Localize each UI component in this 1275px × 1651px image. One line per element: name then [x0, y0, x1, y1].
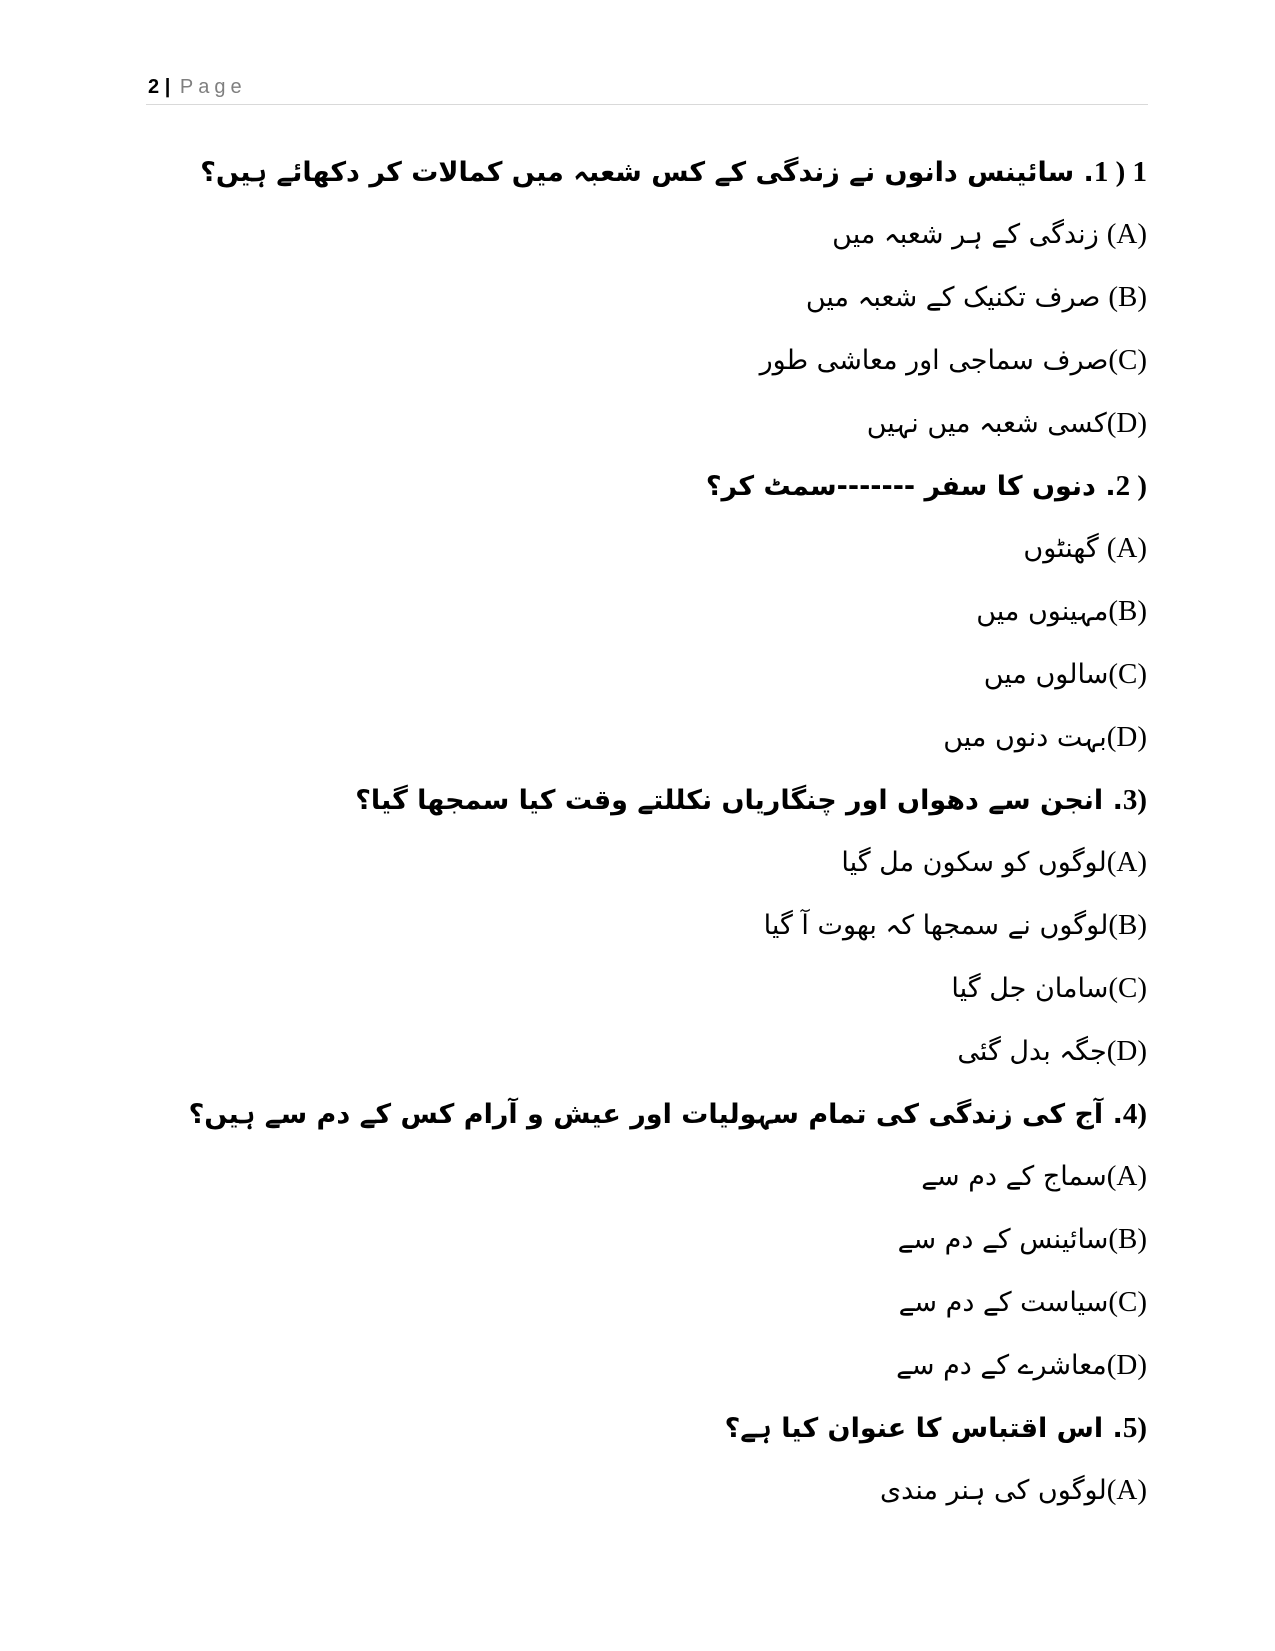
question-1-option-b: [147, 269, 1147, 332]
option-label: (D): [1106, 721, 1147, 753]
question-text: . اس اقتباس کا عنوان کیا ہے؟: [724, 1413, 1123, 1444]
question-number: 3): [1122, 784, 1147, 816]
question-text: . دنوں کا سفر -------سمٹ کر؟: [705, 471, 1116, 502]
option-text: لوگوں کو سکون مل گیا: [841, 847, 1107, 878]
question-4-option-b: [147, 1211, 1147, 1274]
question-2-option-c: [147, 646, 1147, 709]
option-text: صرف تکنیک کے شعبہ میں: [805, 282, 1101, 313]
question-number: 1 ) 1: [1093, 156, 1147, 188]
option-label: (C): [1108, 344, 1147, 376]
option-label: (B): [1108, 281, 1147, 313]
header-rule: [146, 104, 1148, 105]
option-text: سالوں میں: [983, 659, 1109, 690]
option-text: مہینوں میں: [976, 596, 1109, 627]
option-label: (C): [1108, 658, 1147, 690]
question-5: [147, 1400, 1147, 1462]
page-number: 2: [148, 76, 160, 98]
page-word: Page: [179, 76, 247, 98]
page-header: [148, 76, 1146, 99]
question-4: [147, 1086, 1147, 1148]
question-text: . آج کی زندگی کی تمام سہولیات اور عیش و آرام کس کے دم سے ہیں؟: [188, 1099, 1123, 1130]
option-label: (D): [1106, 407, 1147, 439]
option-label: (C): [1108, 1286, 1147, 1318]
option-label: (A): [1106, 532, 1147, 564]
option-text: سائینس کے دم سے: [897, 1224, 1109, 1255]
option-text: کسی شعبہ میں نہیں: [866, 408, 1107, 439]
question-4-option-c: [147, 1274, 1147, 1337]
question-2-option-a: [147, 520, 1147, 583]
option-label: (A): [1106, 218, 1147, 250]
option-text: سماج کے دم سے: [921, 1161, 1107, 1192]
question-1: [147, 144, 1147, 206]
question-text: . انجن سے دھواں اور چنگاریاں نکللتے وقت کیا سمجھا گیا؟: [355, 785, 1123, 816]
question-2-option-d: [147, 709, 1147, 772]
question-4-option-a: [147, 1148, 1147, 1211]
option-text: لوگوں کی ہنر مندی: [880, 1475, 1107, 1506]
question-3-option-c: [147, 960, 1147, 1023]
header-separator: |: [164, 76, 171, 98]
option-text: صرف سماجی اور معاشی طور: [759, 345, 1109, 376]
question-text: . سائینس دانوں نے زندگی کے کس شعبہ میں کمالات کر دکھائے ہیں؟: [200, 157, 1094, 188]
question-2-option-b: [147, 583, 1147, 646]
option-label: (C): [1108, 972, 1147, 1004]
option-label: (B): [1108, 1223, 1147, 1255]
option-label: (B): [1108, 909, 1147, 941]
option-text: لوگوں نے سمجھا کہ بھوت آ گیا: [763, 910, 1109, 941]
option-label: (B): [1108, 595, 1147, 627]
option-label: (A): [1106, 1160, 1147, 1192]
option-label: (D): [1106, 1035, 1147, 1067]
question-number: 5): [1122, 1412, 1147, 1444]
question-5-option-a: [147, 1462, 1147, 1525]
question-4-option-d: [147, 1337, 1147, 1400]
question-3-option-b: [147, 897, 1147, 960]
question-3-option-d: [147, 1023, 1147, 1086]
question-number: 4): [1122, 1098, 1147, 1130]
question-number: 2 ): [1115, 470, 1147, 502]
option-label: (A): [1106, 846, 1147, 878]
option-text: جگہ بدل گئی: [957, 1036, 1107, 1067]
option-label: (D): [1106, 1349, 1147, 1381]
option-text: معاشرے کے دم سے: [896, 1350, 1107, 1381]
option-text: بہت دنوں میں: [943, 722, 1107, 753]
question-3-option-a: [147, 834, 1147, 897]
question-3: [147, 772, 1147, 834]
option-text: سیاست کے دم سے: [898, 1287, 1109, 1318]
option-text: سامان جل گیا: [951, 973, 1109, 1004]
question-1-option-a: [147, 206, 1147, 269]
option-text: زندگی کے ہر شعبہ میں: [832, 219, 1099, 250]
option-text: گھنٹوں: [1023, 533, 1099, 564]
question-1-option-d: [147, 395, 1147, 458]
option-label: (A): [1106, 1474, 1147, 1506]
quiz-content: [147, 144, 1147, 1525]
question-1-option-c: [147, 332, 1147, 395]
question-2: [147, 458, 1147, 520]
